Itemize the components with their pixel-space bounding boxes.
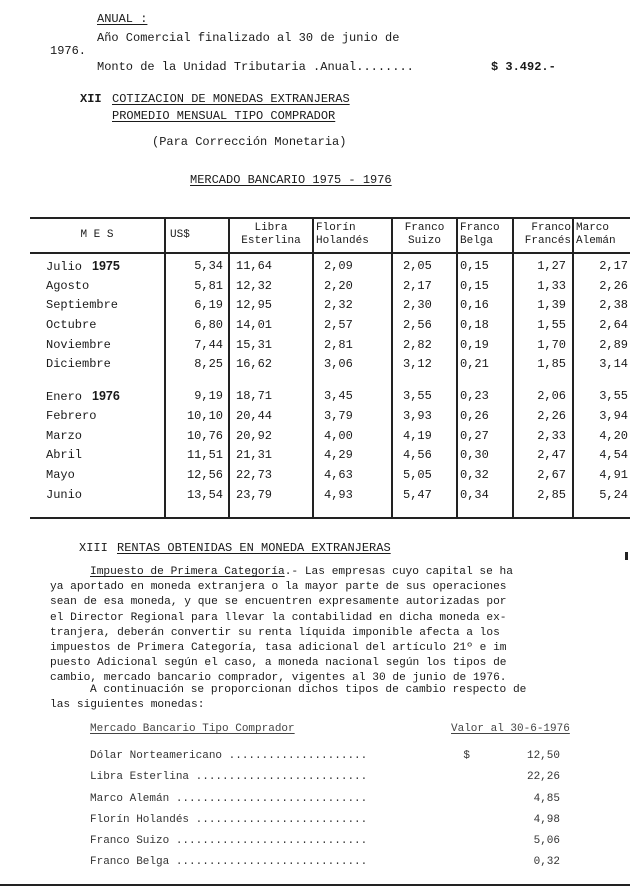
rate-cell: 0,15 (460, 278, 489, 293)
rate-cell: 8,25 (194, 357, 223, 372)
rate-cell: 4,93 (324, 487, 353, 502)
rate-cell: 2,38 (599, 298, 628, 313)
rate-cell: 1,55 (537, 318, 566, 333)
month-year: 1976 (92, 389, 120, 404)
rate-cell: 14,01 (236, 318, 273, 333)
rate-cell: 20,44 (236, 408, 273, 423)
rate-cell: 1,39 (537, 298, 566, 313)
rate-cell: 3,14 (599, 357, 628, 372)
ut-value: $ 3.492.- (491, 60, 556, 74)
month-name: Agosto (46, 278, 90, 293)
currency-list-item (90, 767, 560, 788)
table-row-label (46, 277, 160, 297)
column-florin (314, 217, 391, 517)
column-mes (30, 217, 164, 517)
rate-cell: 2,05 (403, 259, 432, 273)
section-xiii-number: XIII (79, 541, 108, 555)
header-libra (230, 220, 312, 250)
paragraph-line: cambio, mercado bancario comprador, vigentes al 30 de junio de 1976. (50, 672, 507, 685)
header-franco-suizo-line1: Franco (404, 222, 445, 234)
exchange-rate-table (30, 217, 630, 519)
header-usd-line1: US$ (170, 228, 190, 241)
month-name: Diciembre (46, 357, 111, 372)
rate-cell: 7,44 (194, 337, 223, 352)
rate-cell: 5,34 (194, 259, 223, 273)
header-marco-line2: Alemán (576, 235, 616, 247)
rate-cell: 21,31 (236, 448, 273, 463)
header-mes-line1: M E S (80, 228, 114, 241)
rate-cell: 2,89 (599, 337, 628, 352)
column-libra (230, 217, 312, 517)
year-line-1: Año Comercial finalizado al 30 de junio de (97, 31, 400, 45)
month-name: Abril (46, 448, 83, 463)
table-row-label (46, 446, 160, 466)
rate-cell: 3,93 (403, 408, 432, 423)
rate-cell: 2,82 (403, 337, 432, 352)
column-franco-frances (514, 217, 572, 517)
rate-cell: 0,19 (460, 337, 489, 352)
rate-cell: 0,18 (460, 318, 489, 333)
rate-cell: 10,76 (186, 428, 223, 443)
currency-value: 5,06 (533, 835, 560, 848)
month-name: Septiembre (46, 298, 119, 313)
rate-cell: 4,54 (599, 448, 628, 463)
rate-cell: 22,73 (236, 467, 273, 482)
rate-cell: 2,30 (403, 298, 432, 313)
currency-list-item (90, 810, 560, 831)
section-xiii-title: RENTAS OBTENIDAS EN MONEDA EXTRANJERAS (117, 541, 391, 555)
column-florin-body (324, 257, 387, 505)
rate-cell: 4,56 (403, 448, 432, 463)
month-name: Enero (46, 390, 83, 405)
rate-cell: 9,19 (194, 389, 223, 404)
ut-label: Monto de la Unidad Tributaria .Anual........ (97, 60, 414, 74)
rate-cell: 23,79 (236, 487, 273, 502)
table-row-label (46, 257, 160, 277)
currency-symbol: $ (463, 750, 470, 762)
currency-name: Marco Alemán ............................. (90, 792, 368, 805)
table-bottom-rule (30, 517, 630, 519)
year-line-2: 1976. (50, 44, 87, 58)
currency-list-item (90, 852, 560, 873)
section-xii-subtitle: (Para Corrección Monetaria) (152, 135, 347, 149)
rate-cell: 0,34 (460, 487, 489, 502)
rate-cell: 3,45 (324, 389, 353, 404)
month-name: Febrero (46, 408, 97, 423)
column-mes-body (46, 257, 160, 505)
section-xii-title-2: PROMEDIO MENSUAL TIPO COMPRADOR (112, 109, 336, 123)
column-franco-belga (458, 217, 512, 517)
rate-cell: 4,00 (324, 428, 353, 443)
month-name: Noviembre (46, 337, 111, 352)
rate-cell: 2,85 (537, 487, 566, 502)
column-usd (166, 217, 228, 517)
rate-cell: 3,55 (403, 389, 432, 404)
rate-cell: 10,10 (186, 408, 223, 423)
rate-cell: 4,19 (403, 428, 432, 443)
section-xii-title-1: COTIZACION DE MONEDAS EXTRANJERAS (112, 92, 350, 106)
rate-cell: 3,79 (324, 408, 353, 423)
currency-value: 4,85 (533, 792, 560, 805)
header-franco-belga (460, 220, 512, 250)
paragraph-line: tranjera, deberán convertir su renta líquida imponible afecta a los (50, 626, 500, 639)
rate-cell: 2,32 (324, 298, 353, 313)
rate-cell: 2,56 (403, 318, 432, 333)
rate-cell: 0,15 (460, 259, 489, 273)
section-xii-number: XII (80, 92, 102, 106)
rate-cell: 2,67 (537, 467, 566, 482)
rate-cell: 5,24 (599, 487, 628, 502)
rate-cell: 18,71 (236, 389, 273, 404)
rate-cell: 15,31 (236, 337, 273, 352)
header-franco-frances-line1: Franco (531, 222, 571, 234)
header-libra-line1: Libra (254, 222, 288, 234)
rate-cell: 2,26 (537, 408, 566, 423)
currency-value: 0,32 (533, 856, 560, 869)
rate-cell: 13,54 (186, 487, 223, 502)
rate-cell: 0,16 (460, 298, 489, 313)
header-usd (170, 220, 228, 250)
rate-cell: 4,29 (324, 448, 353, 463)
header-mes (30, 220, 164, 250)
margin-mark (625, 552, 628, 560)
header-marco (576, 220, 630, 250)
table-row-label (46, 427, 160, 447)
rate-cell: 0,27 (460, 428, 489, 443)
column-franco-suizo-body (403, 257, 452, 505)
header-franco-suizo (393, 220, 456, 250)
rate-cell: 1,27 (537, 259, 566, 273)
paragraph-line: sean de esa moneda, y que se encuentren expresamente autorizadas por (50, 596, 507, 609)
currency-name: Libra Esterlina .......................... (90, 771, 368, 784)
rate-cell: 2,57 (324, 318, 353, 333)
paragraph-line: el Director Regional para llevar la contabilidad en dicha moneda ex- (50, 611, 507, 624)
header-florin-line1: Florín (316, 222, 356, 234)
month-name: Julio (46, 260, 83, 274)
header-franco-frances (514, 220, 571, 250)
rate-cell: 2,20 (324, 278, 353, 293)
column-marco-body (576, 257, 628, 505)
table-row-label (46, 486, 160, 506)
list-header-left: Mercado Bancario Tipo Comprador (90, 723, 295, 735)
rate-cell: 12,95 (236, 298, 273, 313)
table-row-label (46, 296, 160, 316)
paragraph-first-line (50, 565, 628, 580)
currency-name: Dólar Norteamericano ..................... (90, 750, 368, 762)
table-row-label (46, 407, 160, 427)
month-name: Mayo (46, 467, 75, 482)
column-libra-body (236, 257, 306, 505)
month-year: 1975 (92, 259, 120, 273)
header-franco-frances-line2: Francés (524, 235, 571, 247)
rate-cell: 1,85 (537, 357, 566, 372)
rate-cell: 5,81 (194, 278, 223, 293)
header-franco-suizo-line2: Suizo (407, 235, 441, 247)
header-franco-belga-line1: Franco (460, 222, 500, 234)
paragraph-line: puesto Adicional según el caso, a moneda nacional según los tipos de (50, 657, 507, 670)
rate-cell: 2,47 (537, 448, 566, 463)
column-franco-belga-body (460, 257, 510, 505)
paragraph-line: .- Las empresas cuyo capital se ha (284, 566, 513, 578)
table-row-label (46, 355, 160, 375)
paragraph-lead: Impuesto de Primera Categoría (90, 566, 285, 578)
anual-label: ANUAL : (97, 12, 148, 26)
rate-cell: 3,06 (324, 357, 353, 372)
rate-cell: 2,26 (599, 278, 628, 293)
month-name: Octubre (46, 318, 97, 333)
header-franco-belga-line2: Belga (460, 235, 494, 247)
currency-list-item (90, 789, 560, 810)
rate-cell: 0,21 (460, 357, 489, 372)
currency-list (90, 746, 560, 874)
currency-value: 12,50 (526, 750, 560, 762)
month-name: Junio (46, 487, 83, 502)
table-row-label (46, 387, 160, 407)
rate-cell: 0,23 (460, 389, 489, 404)
rate-cell: 2,33 (537, 428, 566, 443)
month-name: Marzo (46, 428, 83, 443)
table-row-label (46, 316, 160, 336)
currency-list-item (90, 746, 560, 767)
rate-cell: 4,20 (599, 428, 628, 443)
header-marco-line1: Marco (576, 222, 610, 234)
intro-paragraph (50, 683, 628, 713)
column-marco (574, 217, 630, 517)
rate-cell: 2,09 (324, 259, 353, 273)
intro-line-2: las siguientes monedas: (50, 699, 205, 712)
rate-cell: 3,94 (599, 408, 628, 423)
currency-list-item (90, 831, 560, 852)
paragraph-line: impuestos de Primera Categoría, tasa adicional del artículo 21º e im (50, 641, 507, 654)
rate-cell: 12,56 (186, 467, 223, 482)
rate-cell: 12,32 (236, 278, 273, 293)
currency-name: Florín Holandés .......................... (90, 813, 368, 826)
rate-cell: 11,51 (186, 448, 223, 463)
rate-cell: 3,12 (403, 357, 432, 372)
paragraph-line: ya aportado en moneda extranjera o la mayor parte de sus operaciones (50, 581, 507, 594)
rate-cell: 2,17 (599, 259, 628, 273)
rate-cell: 5,47 (403, 487, 432, 502)
section-xiii-paragraph (50, 565, 628, 687)
column-franco-suizo (393, 217, 456, 517)
rate-cell: 1,70 (537, 337, 566, 352)
header-florin (316, 220, 391, 250)
rate-cell: 2,17 (403, 278, 432, 293)
currency-name: Franco Belga ............................. (90, 856, 368, 869)
rate-cell: 6,80 (194, 318, 223, 333)
market-title: MERCADO BANCARIO 1975 - 1976 (190, 173, 392, 187)
header-libra-line2: Esterlina (241, 235, 301, 247)
rate-cell: 4,91 (599, 467, 628, 482)
intro-line-1: A continuación se proporcionan dichos tipos de cambio respecto de (90, 684, 527, 696)
column-franco-frances-body (518, 257, 566, 505)
currency-name: Franco Suizo ............................. (90, 835, 368, 848)
rate-cell: 20,92 (236, 428, 273, 443)
rate-cell: 0,32 (460, 467, 489, 482)
list-header-right: Valor al 30-6-1976 (451, 723, 570, 735)
rate-cell: 4,63 (324, 467, 353, 482)
currency-value: 22,26 (526, 771, 560, 784)
header-florin-line2: Holandés (316, 235, 369, 247)
table-row-label (46, 336, 160, 356)
table-row-label (46, 466, 160, 486)
currency-value: 4,98 (533, 813, 560, 826)
rate-cell: 6,19 (194, 298, 223, 313)
rate-cell: 1,33 (537, 278, 566, 293)
rate-cell: 3,55 (599, 389, 628, 404)
rate-cell: 16,62 (236, 357, 273, 372)
rate-cell: 11,64 (236, 259, 273, 273)
rate-cell: 5,05 (403, 467, 432, 482)
rate-cell: 2,06 (537, 389, 566, 404)
rate-cell: 2,64 (599, 318, 628, 333)
column-usd-body (168, 257, 223, 505)
rate-cell: 0,30 (460, 448, 489, 463)
rate-cell: 0,26 (460, 408, 489, 423)
rate-cell: 2,81 (324, 337, 353, 352)
